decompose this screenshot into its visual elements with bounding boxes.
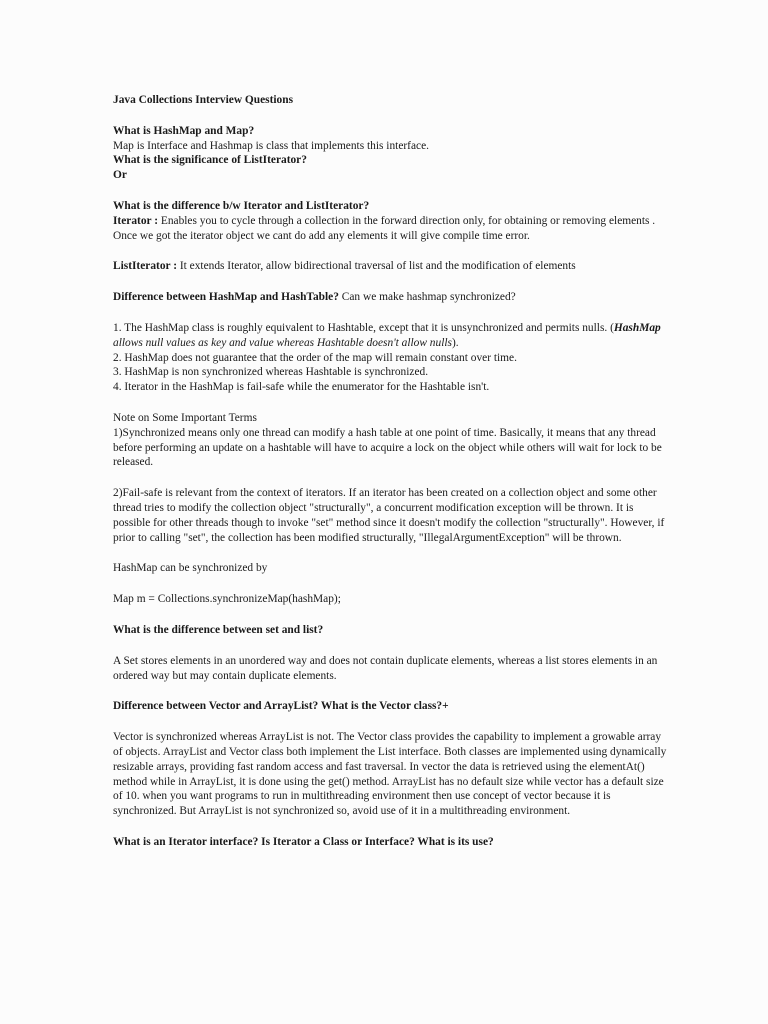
hashmap-point-4: 4. Iterator in the HashMap is fail-safe while the enumerator for the Hashtable isn't. xyxy=(113,381,490,394)
answer-iterator xyxy=(113,214,668,244)
answer-hashmap-map: Map is Interface and Hashmap is class that implements this interface. xyxy=(113,139,429,152)
hashmap-point-1-term: HashMap xyxy=(613,321,661,334)
answer-vector-vs-arraylist: Vector is synchronized whereas ArrayList is not. The Vector class provides the capability to implement a growable array of objects. ArrayList and Vector class both implement the List interface. Both classes are implemented using dynamically resizable arrays, providing fast random access and fast traversal. In vector the data is retrieved using the elementAt() method while in ArrayList, it is done using the get() method. ArrayList has no default size while vector has a default size of 10. when you want programs to run in multithreading environment then use concept of vector because it is synchronized. But ArrayList is not synchronized so, avoid use of it in a multithreading environment. xyxy=(113,731,667,818)
question-iterator-vs-listiterator: What is the difference b/w Iterator and ListIterator? xyxy=(113,199,370,212)
or-separator: Or xyxy=(113,169,127,182)
question-listiterator-significance: What is the significance of ListIterator? xyxy=(113,154,307,167)
hashmap-point-1-start: 1. The HashMap class is roughly equivalent to Hashtable, except that it is unsynchronized and permits nulls. ( xyxy=(113,321,614,334)
note-synchronized: 1)Synchronized means only one thread can modify a hash table at one point of time. Basically, it means that any thread before performing an update on a hashtable will have to acquire a lock on the object while others will wait for lock to be released. xyxy=(113,426,662,469)
document-title: Java Collections Interview Questions xyxy=(113,94,294,106)
question-hashmap-map: What is HashMap and Map? xyxy=(113,124,255,137)
note-fail-safe: 2)Fail-safe is relevant from the context of iterators. If an iterator has been created on a collection object and some other thread tries to modify the collection object "structurally", a concurrent modification exception will be thrown. It is possible for other threads though to invoke "set" method since it doesn't modify the collection "structurally". However, if prior to calling "set", the collection has been modified structurally, "IllegalArgumentException" will be thrown. xyxy=(113,487,665,544)
question-hashmap-vs-hashtable-bold: Difference between HashMap and HashTable? xyxy=(113,291,339,304)
listiterator-text: It extends Iterator, allow bidirectional traversal of list and the modification of elements xyxy=(177,260,576,273)
iterator-label: Iterator : xyxy=(113,214,159,227)
hashmap-point-1 xyxy=(113,321,668,351)
sync-intro: HashMap can be synchronized by xyxy=(113,562,268,575)
listiterator-label: ListIterator : xyxy=(113,260,177,273)
question-iterator-interface: What is an Iterator interface? Is Iterator a Class or Interface? What is its use? xyxy=(113,835,494,848)
question-set-vs-list: What is the difference between set and list? xyxy=(113,623,324,636)
iterator-text: Enables you to cycle through a collection in the forward direction only, for obtaining or removing elements . Once we got the iterator object we cant do add any elements it will give compile time error. xyxy=(113,214,656,242)
hashmap-point-3: 3. HashMap is non synchronized whereas Hashtable is synchronized. xyxy=(113,366,429,379)
answer-listiterator xyxy=(113,259,668,274)
hashmap-point-2: 2. HashMap does not guarantee that the order of the map will remain constant over time. xyxy=(113,351,517,364)
question-vector-vs-arraylist: Difference between Vector and ArrayList? What is the Vector class?+ xyxy=(113,700,449,713)
answer-set-vs-list: A Set stores elements in an unordered way and does not contain duplicate elements, whereas a list stores elements in an ordered way but may contain duplicate elements. xyxy=(113,654,658,682)
hashmap-point-1-italic: allows null values as key and value whereas Hashtable doesn't allow nulls xyxy=(113,336,452,349)
note-title: Note on Some Important Terms xyxy=(113,411,257,424)
question-hashmap-vs-hashtable-tail: Can we make hashmap synchronized? xyxy=(338,291,516,304)
question-hashmap-vs-hashtable xyxy=(113,290,668,305)
hashmap-point-1-end: ). xyxy=(451,336,459,349)
sync-code: Map m = Collections.synchronizeMap(hashMap); xyxy=(113,593,341,606)
